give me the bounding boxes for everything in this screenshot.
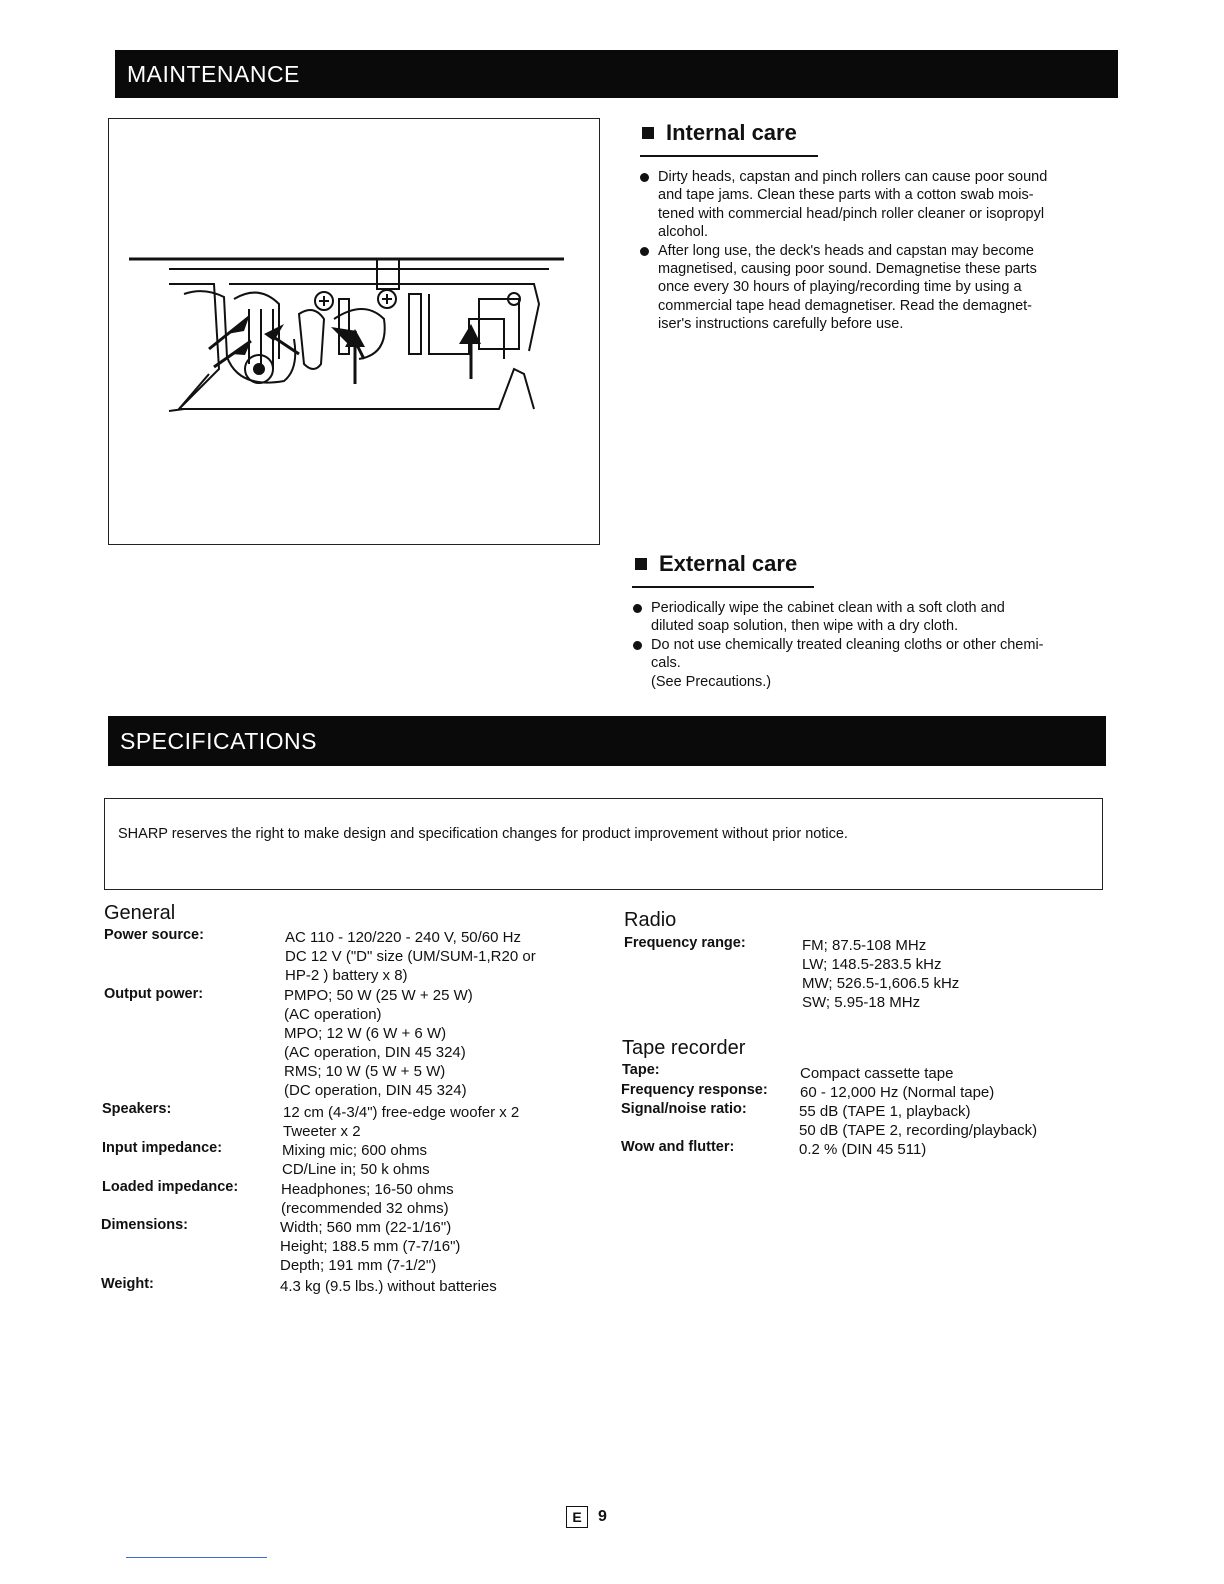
spec-label-dimensions: Dimensions:	[101, 1217, 189, 1233]
spec-line: 50 dB (TAPE 2, recording/playback)	[799, 1122, 1038, 1140]
bullet-dot-icon	[640, 173, 649, 182]
footer-divider	[126, 1557, 267, 1558]
spec-label-loaded-impedance: Loaded impedance:	[102, 1179, 239, 1195]
spec-value-loaded-impedance	[281, 1180, 454, 1218]
bullet-line: alcohol.	[658, 224, 708, 241]
spec-line: Headphones; 16-50 ohms	[281, 1181, 454, 1198]
spec-line: (DC operation, DIN 45 324)	[284, 1082, 467, 1100]
spec-value-signal-noise-ratio	[799, 1102, 1037, 1140]
bullet-line: iser's instructions carefully before use.	[658, 316, 904, 333]
internal-care-bullet-2	[640, 242, 1120, 334]
spec-value-frequency-range	[802, 936, 959, 1012]
spec-label-output-power: Output power:	[104, 986, 204, 1002]
spec-line: DC 12 V ("D" size (UM/SUM-1,R20 or	[285, 948, 536, 966]
maintenance-title: MAINTENANCE	[127, 60, 300, 87]
spec-label-weight: Weight:	[101, 1276, 154, 1292]
spec-value-frequency-response	[800, 1083, 994, 1102]
internal-care-heading	[642, 120, 797, 146]
spec-label-power-source: Power source:	[104, 927, 204, 943]
bullet-line: tened with commercial head/pinch roller cleaner or isopropyl	[658, 205, 1045, 222]
spec-line: FM; 87.5-108 MHz	[802, 937, 927, 954]
spec-line: 60 - 12,000 Hz (Normal tape)	[800, 1084, 995, 1101]
spec-line: SW; 5.95-18 MHz	[802, 994, 921, 1012]
spec-line: HP-2 ) battery x 8)	[285, 967, 408, 985]
spec-line: 4.3 kg (9.5 lbs.) without batteries	[280, 1278, 497, 1295]
external-care-list	[633, 599, 1113, 691]
bullet-dot-icon	[640, 247, 649, 256]
spec-value-input-impedance	[282, 1141, 430, 1179]
bullet-line: Dirty heads, capstan and pinch rollers can cause poor sound	[658, 169, 1048, 185]
page-number: 9	[598, 1508, 607, 1525]
spec-line: AC 110 - 120/220 - 240 V, 50/60 Hz	[285, 929, 521, 946]
external-care-rule	[632, 586, 814, 588]
bullet-line: magnetised, causing poor sound. Demagnetise these parts	[658, 261, 1037, 278]
spec-line: MW; 526.5-1,606.5 kHz	[802, 975, 960, 993]
spec-line: Mixing mic; 600 ohms	[282, 1142, 428, 1159]
spec-line: (AC operation, DIN 45 324)	[284, 1044, 466, 1062]
bullet-dot-icon	[633, 641, 642, 650]
spec-label-tape: Tape:	[622, 1062, 660, 1078]
notice-text: SHARP reserves the right to make design and specification changes for product improvement without prior notice.	[118, 826, 848, 842]
spec-line: PMPO; 50 W (25 W + 25 W)	[284, 987, 473, 1004]
bullet-dot-icon	[633, 604, 642, 613]
spec-line: (recommended 32 ohms)	[281, 1200, 449, 1218]
spec-value-power-source	[285, 928, 536, 985]
spec-line: 55 dB (TAPE 1, playback)	[799, 1103, 971, 1120]
spec-line: Tweeter x 2	[283, 1123, 361, 1141]
bullet-line: Do not use chemically treated cleaning cloths or other chemi-	[651, 636, 1044, 653]
spec-line: (AC operation)	[284, 1006, 382, 1024]
bullet-line: cals.	[651, 655, 681, 672]
bullet-line: once every 30 hours of playing/recording time by using a	[658, 279, 1022, 296]
spec-line: LW; 148.5-283.5 kHz	[802, 956, 942, 974]
bullet-line: (See Precautions.)	[651, 673, 772, 690]
language-mark: E	[566, 1506, 588, 1528]
spec-label-frequency-range: Frequency range:	[624, 935, 746, 951]
general-title: General	[104, 902, 176, 924]
page-footer	[566, 1506, 607, 1528]
tape-head-illustration	[109, 119, 598, 543]
maintenance-header-bar	[115, 50, 1118, 98]
bullet-line: commercial tape head demagnetiser. Read the demagnet-	[658, 297, 1032, 314]
spec-line: MPO; 12 W (6 W + 6 W)	[284, 1025, 447, 1043]
spec-line: CD/Line in; 50 k ohms	[282, 1161, 430, 1179]
bullet-line: Periodically wipe the cabinet clean with a soft cloth and	[651, 600, 1005, 616]
bullet-line: diluted soap solution, then wipe with a dry cloth.	[651, 618, 959, 635]
internal-care-list	[640, 168, 1120, 334]
spec-line: 12 cm (4-3/4") free-edge woofer x 2	[283, 1104, 520, 1121]
internal-care-title: Internal care	[666, 120, 797, 145]
square-bullet-icon	[642, 127, 654, 139]
spec-label-frequency-response: Frequency response:	[621, 1082, 768, 1098]
external-care-heading	[635, 551, 797, 577]
spec-line: Width; 560 mm (22-1/16")	[280, 1219, 452, 1236]
internal-care-rule	[640, 155, 818, 157]
tape-recorder-title: Tape recorder	[622, 1037, 746, 1059]
spec-label-speakers: Speakers:	[102, 1101, 172, 1117]
spec-line: Height; 188.5 mm (7-7/16")	[280, 1238, 461, 1256]
spec-value-output-power	[284, 986, 473, 1101]
specifications-title: SPECIFICATIONS	[120, 727, 317, 754]
external-care-bullet-2	[633, 636, 1113, 691]
internal-care-bullet-1	[640, 168, 1120, 242]
spec-value-wow-and-flutter	[799, 1140, 926, 1159]
radio-title: Radio	[624, 909, 677, 931]
spec-value-dimensions	[280, 1218, 460, 1275]
spec-label-input-impedance: Input impedance:	[102, 1140, 223, 1156]
notice-box	[104, 798, 1103, 890]
external-care-title: External care	[659, 551, 798, 576]
spec-value-speakers	[283, 1103, 519, 1141]
spec-label-wow-and-flutter: Wow and flutter:	[621, 1139, 735, 1155]
spec-line: 0.2 % (DIN 45 511)	[799, 1141, 927, 1158]
square-bullet-icon	[635, 558, 647, 570]
spec-line: Depth; 191 mm (7-1/2")	[280, 1257, 437, 1275]
spec-value-tape	[800, 1064, 953, 1083]
spec-value-weight	[280, 1277, 497, 1296]
bullet-line: After long use, the deck's heads and capstan may become	[658, 242, 1034, 259]
bullet-line: and tape jams. Clean these parts with a cotton swab mois-	[658, 187, 1034, 204]
spec-line: RMS; 10 W (5 W + 5 W)	[284, 1063, 446, 1081]
external-care-bullet-1	[633, 599, 1113, 636]
spec-label-signal-noise-ratio: Signal/noise ratio:	[621, 1101, 747, 1117]
spec-line: Compact cassette tape	[800, 1065, 954, 1082]
tape-deck-diagram	[108, 118, 600, 545]
specifications-header-bar	[108, 716, 1106, 766]
